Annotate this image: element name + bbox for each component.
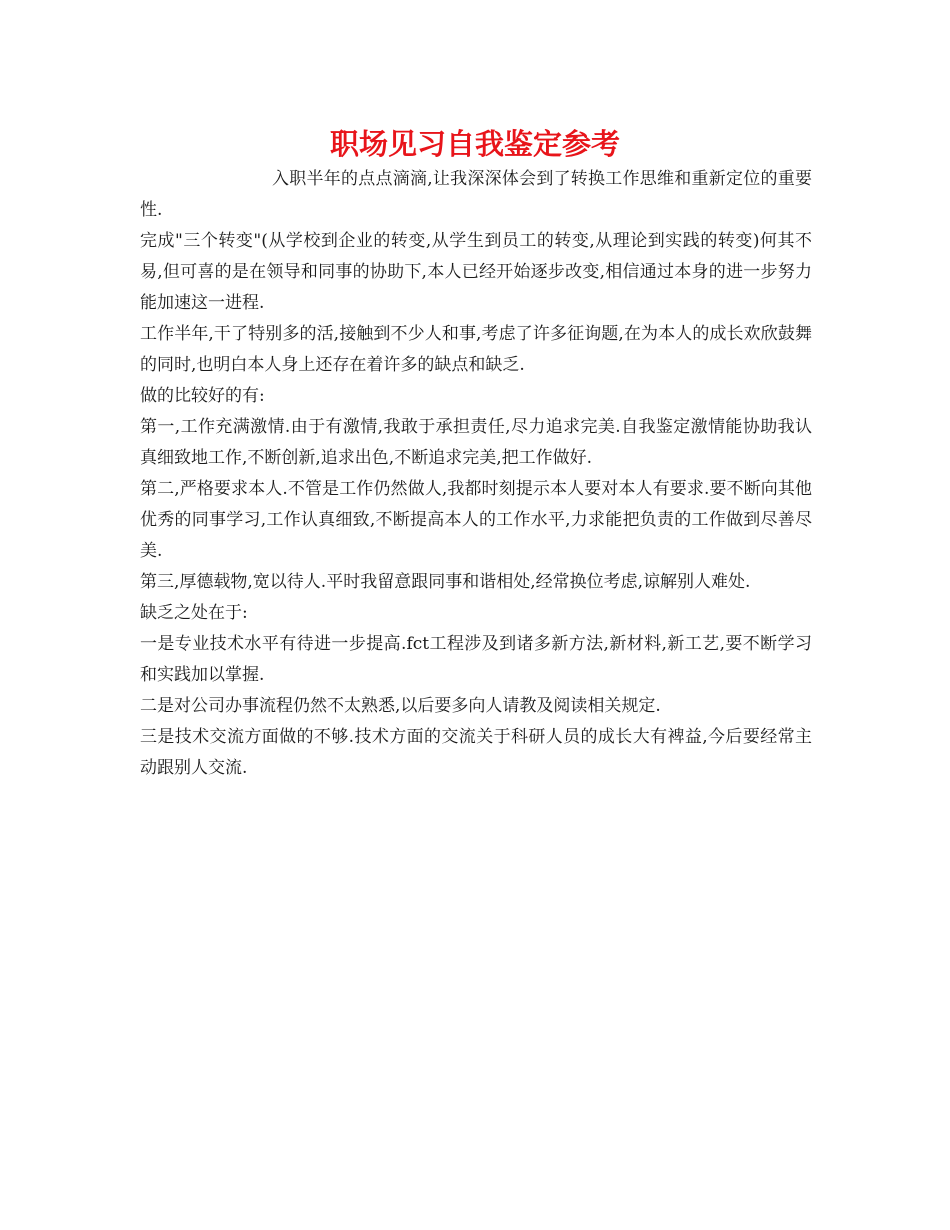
- paragraph-strengths-heading: 做的比较好的有:: [140, 386, 265, 406]
- paragraph-strength-3: 第三,厚德载物,宽以待人.平时我留意跟同事和谐相处,经常换位考虑,谅解别人难处.: [140, 572, 751, 592]
- paragraph-weakness-1: 一是专业技术水平有待进一步提高.fct工程涉及到诸多新方法,新材料,新工艺,要不断学习和实践加以掌握.: [140, 634, 812, 685]
- paragraph-three-transitions: 完成"三个转变"(从学校到企业的转变,从学生到员工的转变,从理论到实践的转变)何其不易,但可喜的是在领导和同事的协助下,本人已经开始逐步改变,相信通过本身的进一步努力能加速这一进程.: [140, 231, 812, 313]
- paragraph-weaknesses-heading: 缺乏之处在于:: [140, 603, 248, 623]
- paragraph-strength-1: 第一,工作充满激情.由于有激情,我敢于承担责任,尽力追求完美.自我鉴定激情能协助我认真细致地工作,不断创新,追求出色,不断追求完美,把工作做好.: [140, 417, 812, 468]
- paragraph-intro: 入职半年的点点滴滴,让我深深体会到了转换工作思维和重新定位的重要性.: [140, 169, 812, 220]
- paragraph-weakness-3: 三是技术交流方面做的不够.技术方面的交流关于科研人员的成长大有裨益,今后要经常主动跟别人交流.: [140, 727, 812, 778]
- document-title: 职场见习自我鉴定参考: [329, 127, 620, 161]
- paragraph-half-year: 工作半年,干了特别多的活,接触到不少人和事,考虑了许多征询题,在为本人的成长欢欣鼓舞的同时,也明白本人身上还存在着许多的缺点和缺乏.: [140, 324, 812, 375]
- paragraph-strength-2: 第二,严格要求本人.不管是工作仍然做人,我都时刻提示本人要对本人有要求.要不断向其他优秀的同事学习,工作认真细致,不断提高本人的工作水平,力求能把负责的工作做到尽善尽美.: [140, 479, 812, 561]
- paragraph-weakness-2: 二是对公司办事流程仍然不太熟悉,以后要多向人请教及阅读相关规定.: [140, 696, 661, 716]
- document-body: [140, 164, 812, 784]
